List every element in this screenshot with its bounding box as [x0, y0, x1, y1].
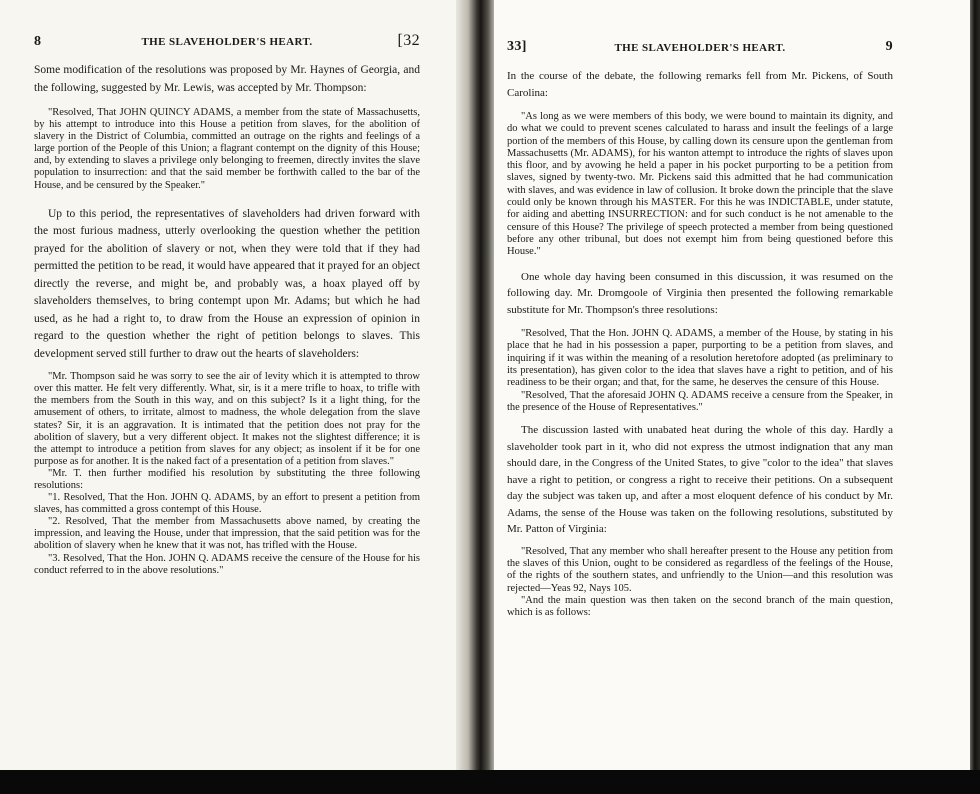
right-quote-paragraph: "Resolved, That the aforesaid JOHN Q. ADAMS receive a censure from the Speaker, in the presence of the House of Representatives.": [507, 389, 893, 413]
left-quote-paragraph: "1. Resolved, That the Hon. JOHN Q. ADAMS, by an effort to present a petition from slaves, has committed a gross contempt of this House.: [34, 492, 420, 516]
left-running-title: THE SLAVEHOLDER'S HEART.: [141, 36, 313, 48]
right-running-title: THE SLAVEHOLDER'S HEART.: [614, 42, 786, 54]
left-bracket-mark: [32: [397, 32, 420, 49]
right-page: [494, 0, 970, 794]
left-paragraph: Up to this period, the representatives of slaveholders had driven forward with the most furious madness, utterly overlooking the question whether the petition prayed for the abolition of slavery or not, when they were told that if they had permitted the petition to be read, it would have appeared that it prayed for an object directly the reverse, and might be, and probably was, a hoax played off by slaveholders themselves, to bring contempt upon Mr. Adams; but which he had used, as he had a right to, to draw from the House an expression of opinion in regard to the question whether the right of petition belongs to slaves. This development served still further to draw out the hearts of slaveholders:: [34, 207, 420, 360]
right-bracket-mark: 33]: [507, 39, 527, 54]
left-quote-paragraph: "2. Resolved, That the member from Massachusetts above named, by creating the impression, and leaving the House, under that impression, that the said petition was for the abolition of slavery when he knew that it was not, has trifled with the House.: [34, 516, 420, 552]
left-quote-paragraph: "3. Resolved, That the Hon. JOHN Q. ADAMS receive the censure of the House for his conduct referred to in the above resolutions.": [34, 552, 420, 576]
right-quote-paragraph: "As long as we were members of this body, we were bound to maintain its dignity, and do what we could to prevent scenes calculated to harass and insult the feelings of a large portion of the members of this House, by calling down its censure upon the gentleman from Massachusetts (Mr. ADAMS), for his wanton attempt to introduce the rights of slaves upon this floor, and by avowing he held a paper in his pocket purporting to be a petition from slaves, signed by twenty-two. Mr. Pickens said this admitted that he had communication with slaves, and was evidence in law of collusion. It broke down the principle that the slave could only be known through his MASTER. For this he was INDICTABLE, under statute, for aiding and abetting INSURRECTION: and for such conduct is he not amenable to the censure of this House? The privilege of speech protected a member from being questioned before any other tribunal, but does not exempt him from being questioned before this House.": [507, 111, 893, 258]
right-page-content: [507, 40, 893, 619]
left-quote-paragraph: "Mr. T. then further modified his resolution by substituting the three following resolutions:: [34, 467, 420, 491]
page-edge-shadow: [970, 0, 980, 794]
right-quote-paragraph: "Resolved, That any member who shall hereafter present to the House any petition from the slaves of this Union, ought to be considered as regardless of the feelings of the House, of the rights of the southern states, and unfriendly to the Union—and this resolution was rejected—Yeas 92, Nays 105.: [507, 545, 893, 594]
right-quote-paragraph: "Resolved, That the Hon. JOHN Q. ADAMS, a member of the House, by stating in his place that he had in his possession a paper, purporting to be a petition from slaves, and inquiring if it was within the meaning of a resolution heretofore adopted (as preliminary to its presentation), has given color to the idea that slaves have a right to petition, and of his readiness to be their organ; and that, for the same, he deserves the censure of this House.: [507, 328, 893, 389]
right-paragraph: The discussion lasted with unabated heat during the whole of this day. Hardly a slaveholder took part in it, who did not express the utmost indignation that any man should dare, in the Congress of the United States, to give "color to the idea" that slaves have a right to petition, or congress a right to receive their petitions. On a subsequent day the subject was taken up, and after a most eloquent defence of his conduct by Mr. Adams, the sense of the House was taken on the following resolutions, substituted by Mr. Patton of Virginia:: [507, 424, 893, 536]
scan-bottom-border: [0, 770, 980, 794]
right-paragraph: In the course of the debate, the following remarks fell from Mr. Pickens, of South Carolina:: [507, 70, 893, 99]
right-page-number: 9: [885, 39, 893, 54]
left-page-content: [34, 34, 420, 577]
right-quote-paragraph: "And the main question was then taken on the second branch of the main question, which is as follows:: [507, 594, 893, 619]
left-page-number: 8: [34, 34, 42, 49]
right-paragraph: One whole day having been consumed in this discussion, it was resumed on the following day. Mr. Dromgoole of Virginia then presented the following remarkable substitute for Mr. Thompson's three resolutions:: [507, 270, 893, 316]
left-quote-paragraph: "Mr. Thompson said he was sorry to see the air of levity which it is attempted to throw over this matter. He felt very differently. What, sir, is it a mere trifle to hoax, to trifle with the members from the South in this way, and on this subject? Is it a light thing, for the amusement of others, to irritate, almost to madness, the whole delegation from the slave states? Sir, it is an aggravation. It is intimated that the petition does not pray for the abolition of slavery, but a very different object. It makes not the slightest difference; it is the attempt to introduce a petition from slaves for any object; as insolent if it be for one purpose as for another. It is the naked fact of a presentation of a petition from slaves.": [34, 371, 420, 467]
right-page-header: [507, 40, 893, 60]
book-gutter-shadow: [456, 0, 496, 794]
left-page-header: [34, 34, 420, 54]
left-quote-paragraph: "Resolved, That JOHN QUINCY ADAMS, a member from the state of Massachusetts, by his attempt to introduce into this House a petition from slaves, for the abolition of slavery in the District of Columbia, committed an outrage on the rights and feelings of a large portion of the People of this Union; a flagrant contempt on the dignity of this House; and, by extending to slaves a privilege only belonging to freemen, directly invites the slave population to insurrection: and that the said member be forthwith called to the bar of the House, and be censured by the Speaker.": [34, 107, 420, 191]
left-page: [0, 0, 470, 794]
left-paragraph: Some modification of the resolutions was proposed by Mr. Haynes of Georgia, and the following, suggested by Mr. Lewis, was accepted by Mr. Thompson:: [34, 64, 420, 94]
